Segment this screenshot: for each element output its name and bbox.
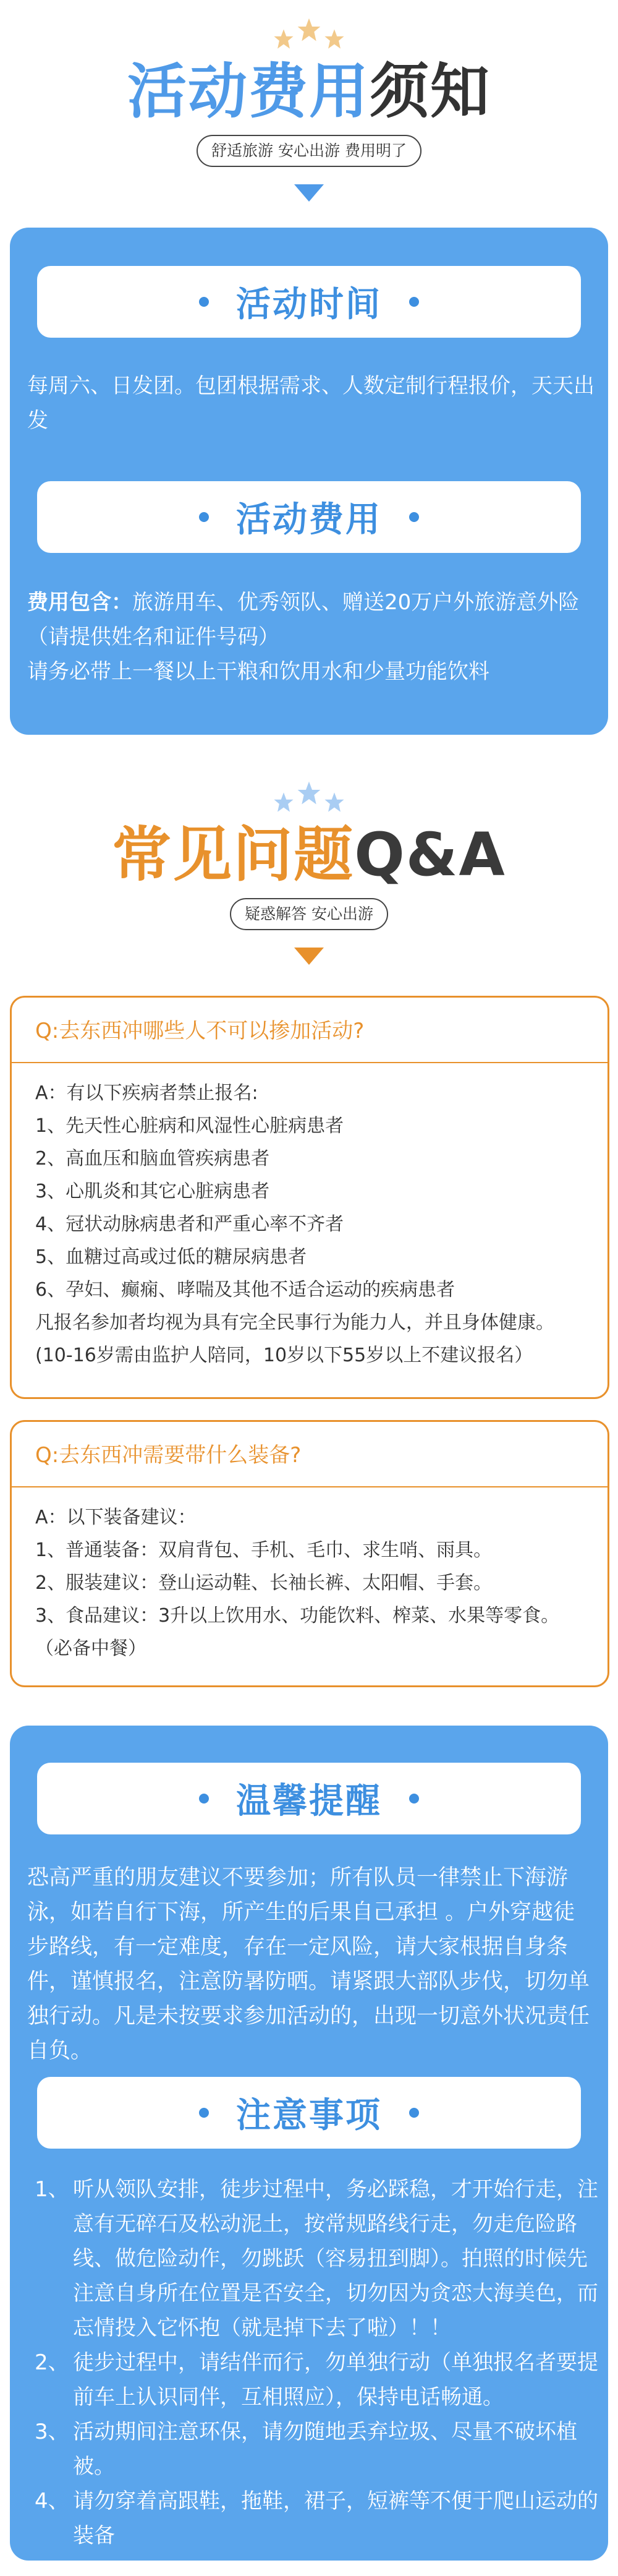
star-icon [273, 28, 294, 49]
dot-icon [199, 2108, 209, 2118]
section-subtitle-fees: 舒适旅游 安心出游 费用明了 [197, 135, 421, 167]
notice-heading-bar [37, 2077, 581, 2149]
dot-icon [409, 1794, 419, 1804]
qa-question-1: Q:去东西冲哪些人不可以掺加活动? [35, 1019, 365, 1043]
section-subtitle-qa: 疑惑解答 安心出游 [230, 898, 388, 930]
time-heading-bar [37, 266, 581, 338]
fee-heading-bar [37, 481, 581, 553]
qa-question-2: Q:去东西冲需要带什么装备? [35, 1443, 302, 1468]
star-icon [273, 792, 294, 813]
fees-panel [10, 228, 608, 735]
dot-icon [409, 512, 419, 522]
star-icon [324, 28, 345, 49]
section-title-qa: 常见问题Q&A [112, 820, 506, 889]
star-icon [297, 17, 321, 42]
notice-heading: 注意事项 [236, 2095, 382, 2136]
stars-decoration [260, 17, 358, 52]
star-icon [297, 781, 321, 805]
down-arrow-icon [294, 184, 324, 202]
qa-answer-2: A：以下装备建议： 1、普通装备：双肩背包、手机、毛巾、求生哨、雨具。 2、服装建议：登山运动鞋、长袖长裤、太阳帽、手套。 3、食品建议：3升以上饮用水、功能饮料、榨菜、水果等零食。 （必备中餐） [35, 1507, 560, 1659]
stars-decoration [260, 781, 358, 815]
time-heading: 活动时间 [236, 285, 382, 325]
dot-icon [409, 2108, 419, 2118]
qa-card-2 [10, 1420, 609, 1687]
fee-heading: 活动费用 [236, 500, 382, 540]
reminder-text: 恐高严重的朋友建议不要参加；所有队员一律禁止下海游泳，如若自行下海，所产生的后果自己承担 。户外穿越徒步路线，有一定难度，存在一定风险，请大家根据自身条件，谨慎报名，注意防暑防晒。请紧跟大部队步伐，切勿单独行动。凡是未按要求参加活动的，出现一切意外状况责任自负。 [27, 1865, 590, 2063]
star-icon [324, 792, 345, 813]
dot-icon [199, 512, 209, 522]
notice-item: 3、 活动期间注意环保，请勿随地丢弃垃圾、尽量不破坏植被。 [35, 2420, 577, 2479]
qa-card-1 [10, 996, 609, 1399]
section-title-fees: 活动费用须知 [127, 57, 491, 126]
dot-icon [199, 1794, 209, 1804]
time-text: 每周六、日发团。包团根据需求、人数定制行程报价，天天出发 [27, 374, 595, 433]
notice-item: 2、 徒步过程中，请结伴而行，勿单独行动（单独报名者要提前车上认识同伴，互相照应），保持电话畅通。 [35, 2350, 598, 2410]
qa-answer-1: A：有以下疾病者禁止报名: 1、先天性心脏病和风湿性心脏病患者 2、高血压和脑血管疾病患者 3、心肌炎和其它心脏病患者 4、冠状动脉病患者和严重心率不齐者 5、血糖过高或过低的糖尿病患者 6、孕妇、癫痫、哮喘及其他不适合运动的疾病患者 凡报名参加者均视为具有完全民事行为能力人，并且身体健康。 (10-16岁需由监护人陪同，10岁以下55岁以上不建议报名） [35, 1082, 554, 1366]
reminder-heading-bar [37, 1763, 581, 1834]
divider [12, 1486, 607, 1487]
notice-list [35, 2172, 598, 2553]
fee-text [27, 585, 596, 689]
reminders-panel [10, 1726, 608, 2561]
reminder-heading: 温馨提醒 [236, 1781, 382, 1821]
down-arrow-icon [294, 948, 324, 965]
dot-icon [409, 297, 419, 307]
notice-item: 1、 听从领队安排，徒步过程中，务必踩稳，才开始行走，注意有无碎石及松动泥土，按常规路线行走，勿走危险路线、做危险动作，勿跳跃（容易扭到脚）。拍照的时候先注意自身所在位置是否安全，切勿因为贪恋大海美色，而忘情投入它怀抱（就是掉下去了啦）！！ [35, 2177, 598, 2340]
dot-icon [199, 297, 209, 307]
fee-note: 请务必带上一餐以上干粮和饮用水和少量功能饮料 [27, 659, 489, 684]
notice-item: 4、 请勿穿着高跟鞋，拖鞋，裙子，短裤等不便于爬山运动的装备 [35, 2489, 598, 2548]
fee-label: 费用包含： [27, 590, 132, 615]
divider [12, 1062, 607, 1063]
fee-content: 旅游用车、优秀领队、赠送20万户外旅游意外险（请提供姓名和证件号码） [27, 590, 580, 649]
